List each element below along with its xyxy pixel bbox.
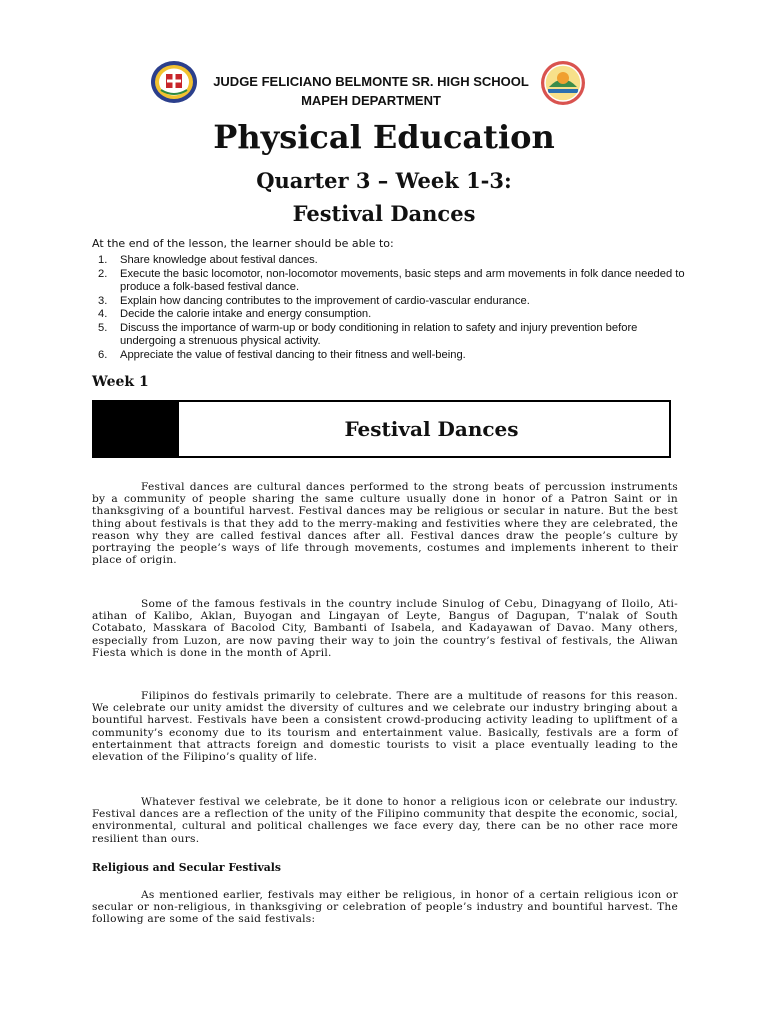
- page-title: Physical Education: [213, 118, 555, 156]
- objective-text: Explain how dancing contributes to the improvement of cardio-vascular endurance.: [120, 294, 530, 307]
- body-paragraph: As mentioned earlier, festivals may either be religious, in honor of a certain religious icon or secular or non-religious, in thanksgiving or celebration of people’s industry and bountiful harvest. The following are some of the said festivals:: [92, 889, 678, 926]
- objective-item: [92, 349, 692, 363]
- banner-black-block: [94, 402, 179, 456]
- objective-number: 3.: [98, 294, 108, 307]
- objective-number: 5.: [98, 321, 108, 334]
- objectives-list: [92, 254, 692, 362]
- objective-item: [92, 254, 692, 268]
- objective-item: [92, 268, 692, 295]
- school-name: JUDGE FELICIANO BELMONTE SR. HIGH SCHOOL: [213, 74, 529, 89]
- body-paragraph: Whatever festival we celebrate, be it done to honor a religious icon or celebrate our industry. Festival dances are a reflection of the unity of the Filipino community that despite the economic, social, environmental, cultural and political challenges we face every day, there can be no other race more resilient than ours.: [92, 796, 678, 845]
- section-heading: Religious and Secular Festivals: [92, 861, 281, 874]
- objective-number: 6.: [98, 348, 108, 361]
- banner-title: Festival Dances: [344, 417, 519, 441]
- department-name: MAPEH DEPARTMENT: [301, 93, 441, 108]
- objective-text: Share knowledge about festival dances.: [120, 254, 318, 266]
- school-seal-icon: [150, 60, 198, 104]
- objective-text: Discuss the importance of warm-up or body conditioning in relation to safety and injury prevention before undergoing a strenuous physical activity.: [120, 321, 638, 347]
- body-paragraph: Filipinos do festivals primarily to celebrate. There are a multitude of reasons for this reason. We celebrate our unity amidst the diversity of cultures and we celebrate our industry bringing about a bountiful harvest. Festivals have been a consistent crowd-producing activity leading to upliftment of a community’s economy due to its tourism and entertainment value. Basically, festivals are a form of entertainment that attracts foreign and domestic tourists to visit a place eventually leading to the elevation of the Filipino’s quality of life.: [92, 690, 678, 764]
- week-label: Week 1: [92, 374, 149, 390]
- school-heading: [206, 72, 536, 110]
- objective-text: Appreciate the value of festival dancing to their fitness and well-being.: [120, 348, 466, 361]
- objective-number: 2.: [98, 267, 108, 280]
- objective-text: Execute the basic locomotor, non-locomotor movements, basic steps and arm movements in folk dance needed to produce a folk-based festival dance.: [120, 267, 685, 293]
- body-paragraph: Festival dances are cultural dances performed to the strong beats of percussion instruments by a community of people sharing the same culture usually done in honor of a Patron Saint or in thanksgiving of a bountiful harvest. Festival dances may be religious or secular in nature. But the best thing about festivals is that they add to the merry-making and festivities where they are celebrated, the reason why they are called festival dances after all. Festival dances draw the people’s culture by portraying the people’s ways of life through movements, costumes and implements inherent to their place of origin.: [92, 481, 678, 567]
- section-banner: [92, 400, 671, 458]
- objectives-intro: At the end of the lesson, the learner should be able to:: [92, 237, 394, 250]
- body-paragraph: Some of the famous festivals in the country include Sinulog of Cebu, Dinagyang of Iloilo, Ati-atihan of Kalibo, Aklan, Buyogan and Lingayan of Leyte, Bangus of Dagupan, T’nalak of South Cotabato, Masskara of Bacolod City, Bambanti of Isabela, and Kadayawan of Davao. Many others, especially from Luzon, are now paving their way to join the country’s festival of festivals, the Aliwan Fiesta which is done in the month of April.: [92, 598, 678, 659]
- document-header: [150, 60, 590, 112]
- objective-item: [92, 295, 692, 309]
- topic-title: Festival Dances: [292, 201, 476, 226]
- objective-item: [92, 322, 692, 349]
- objective-item: [92, 308, 692, 322]
- division-seal-icon: [540, 60, 586, 106]
- objective-text: Decide the calorie intake and energy consumption.: [120, 308, 372, 320]
- objective-number: 1.: [98, 254, 108, 266]
- quarter-subtitle: Quarter 3 – Week 1-3:: [256, 168, 512, 193]
- objective-number: 4.: [98, 308, 108, 320]
